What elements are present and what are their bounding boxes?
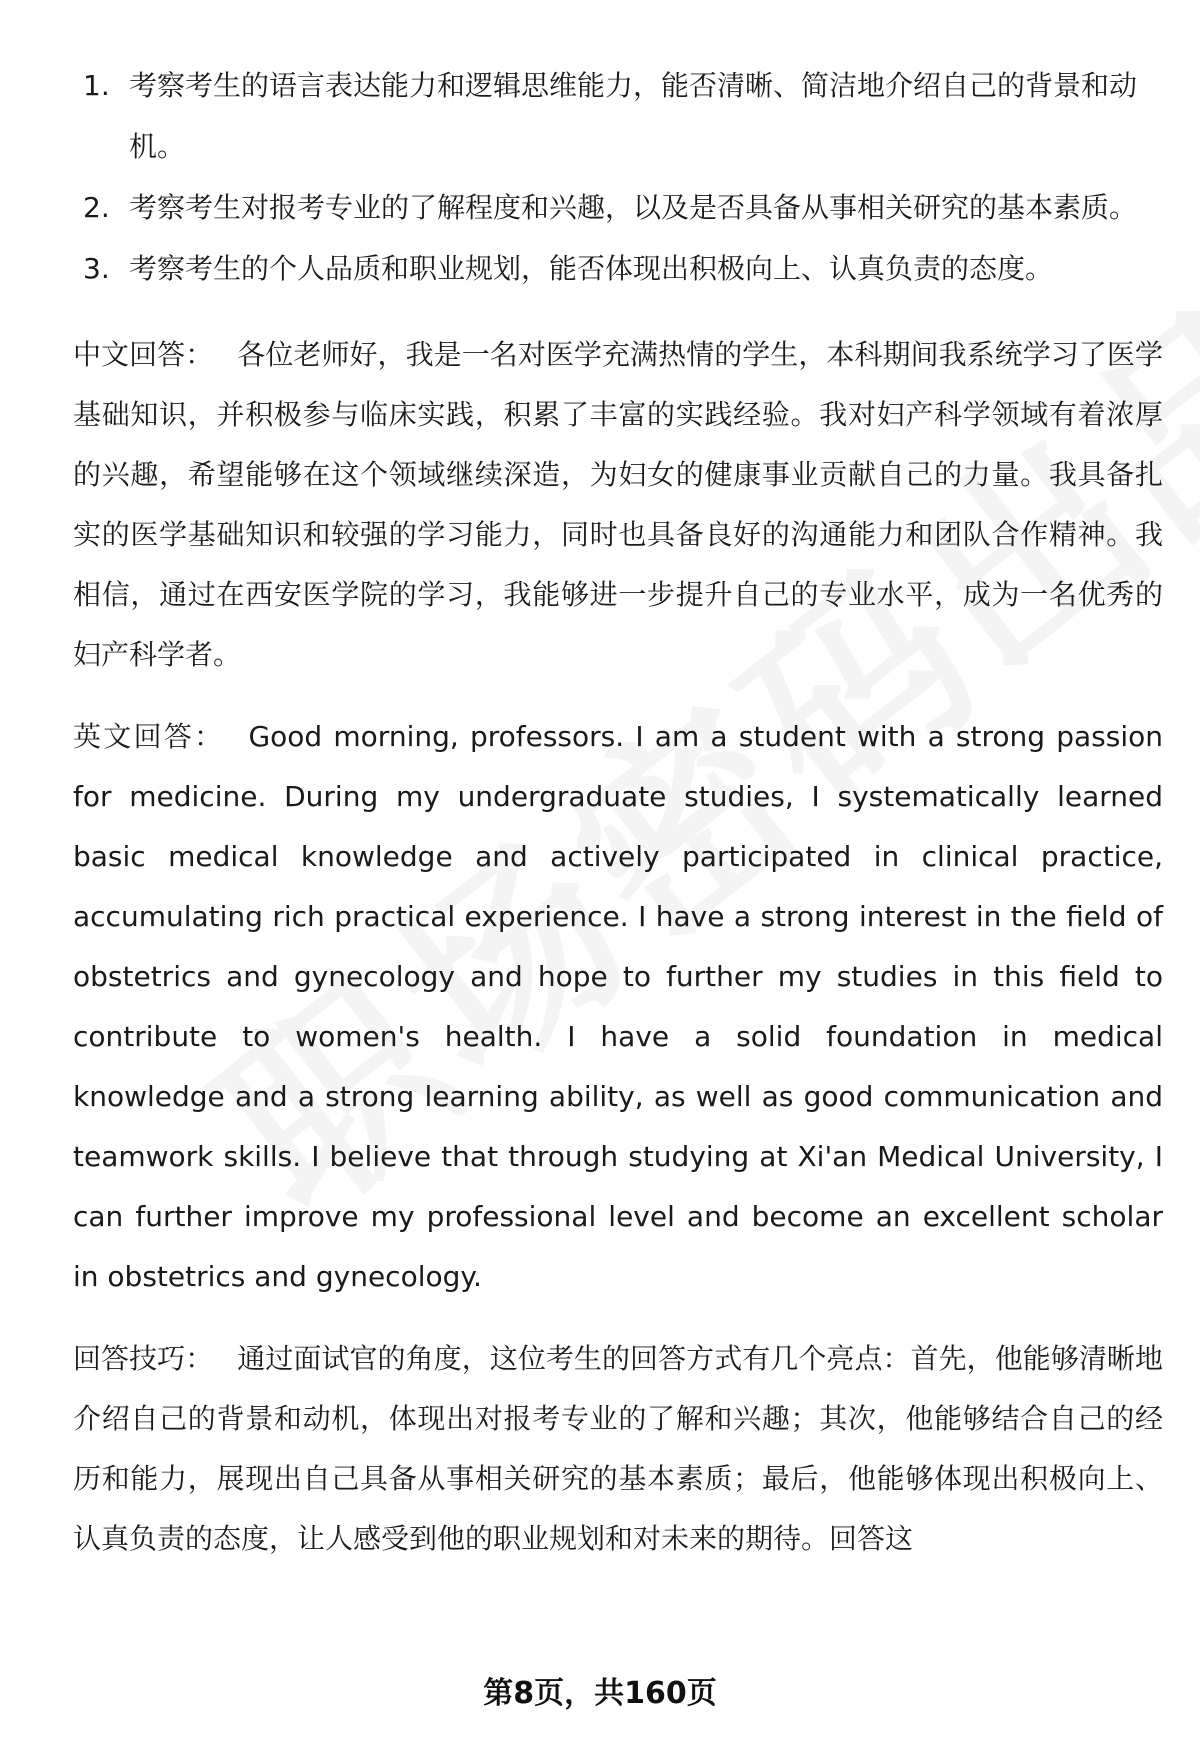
list-item-number: 2. [83, 191, 110, 224]
list-item-text: 考察考生对报考专业的了解程度和兴趣，以及是否具备从事相关研究的基本素质。 [129, 191, 1138, 224]
list-item [73, 238, 1163, 299]
answer-tips-label: 回答技巧： [73, 1342, 214, 1375]
criteria-list [73, 55, 1163, 299]
list-item-text: 考察考生的语言表达能力和逻辑思维能力，能否清晰、简洁地介绍自己的背景和动机。 [129, 69, 1138, 163]
answer-tips-text: 通过面试官的角度，这位考生的回答方式有几个亮点：首先，他能够清晰地介绍自己的背景和动机，体现出对报考专业的了解和兴趣；其次，他能够结合自己的经历和能力，展现出自己具备从事相关研究的基本素质；最后，他能够体现出积极向上、认真负责的态度，让人感受到他的职业规划和对未来的期待。回答这 [73, 1342, 1163, 1555]
list-item-text: 考察考生的个人品质和职业规划，能否体现出积极向上、认真负责的态度。 [129, 252, 1054, 285]
english-answer-text: Good morning, professors. I am a student with a strong passion for medicine. During my undergraduate studies, I systematically learned basic medical knowledge and actively participated in clinical practice, accumulating rich practical experience. I have a strong interest in the field of obstetrics and gynecology and hope to further my studies in this field to contribute to women's health. I have a solid foundation in medical knowledge and a strong learning ability, as well as good communication and teamwork skills. I believe that through studying at Xi'an Medical University, I can further improve my professional level and become an excellent scholar in obstetrics and gynecology. [73, 720, 1163, 1293]
english-answer-label: 英文回答： [73, 720, 225, 753]
list-item [73, 177, 1163, 238]
chinese-answer-label: 中文回答： [73, 338, 214, 371]
list-item-number: 1. [83, 69, 110, 102]
chinese-answer-text: 各位老师好，我是一名对医学充满热情的学生，本科期间我系统学习了医学基础知识，并积极参与临床实践，积累了丰富的实践经验。我对妇产科学领域有着浓厚的兴趣，希望能够在这个领域继续深造，为妇女的健康事业贡献自己的力量。我具备扎实的医学基础知识和较强的学习能力，同时也具备良好的沟通能力和团队合作精神。我相信，通过在西安医学院的学习，我能够进一步提升自己的专业水平，成为一名优秀的妇产科学者。 [73, 338, 1163, 671]
answer-tips [73, 1329, 1163, 1569]
list-item-number: 3. [83, 252, 110, 285]
page-number: 第8页，共160页 [483, 1676, 717, 1711]
page-content [73, 55, 1163, 1569]
english-answer [73, 707, 1163, 1307]
chinese-answer [73, 325, 1163, 685]
list-item [73, 55, 1163, 177]
